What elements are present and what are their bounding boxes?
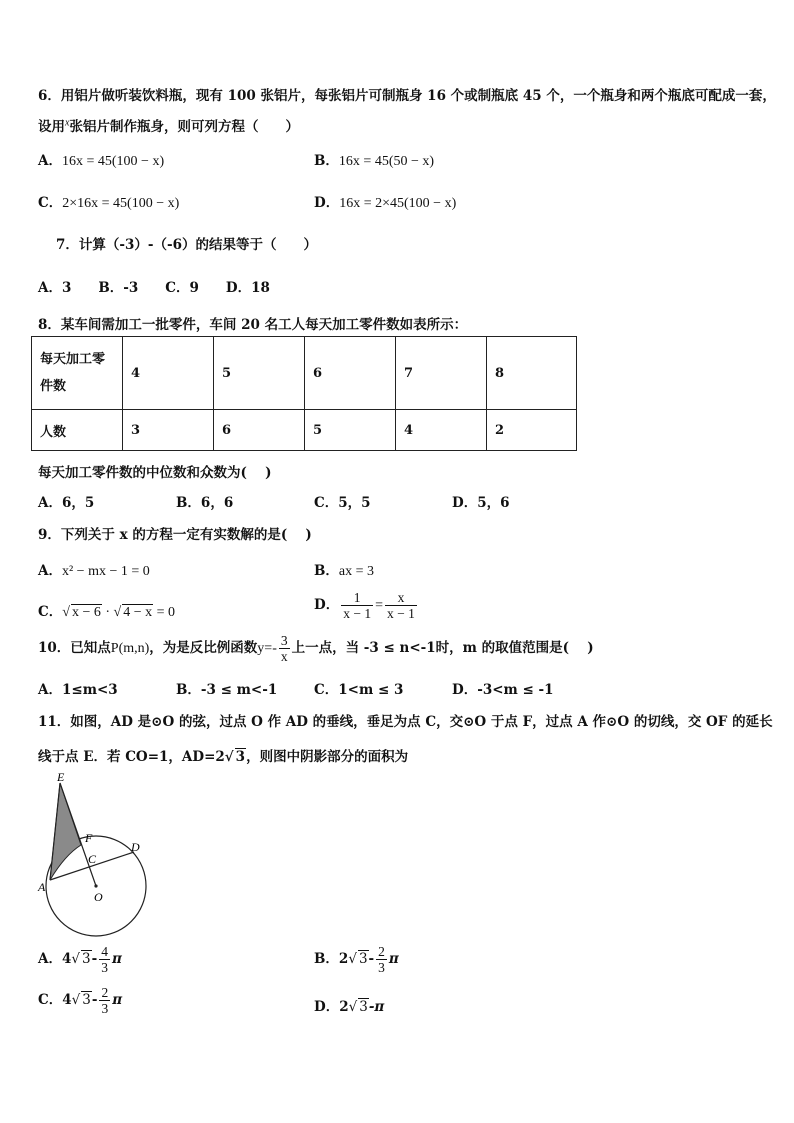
q11-line2: 线于点 E．若 CO=1，AD=2√ 3，则图中阴影部分的面积为 [38,749,409,765]
q8-question: 每天加工零件数的中位数和众数为( ) [38,465,272,481]
q11-option-c[interactable]: C．4√ 3- $\frac{2}{3}$ π [38,985,123,1016]
table-cell: 8 [487,337,577,410]
q6-option-a-expr: 16x = 45(100 − x) [61,154,165,169]
q6-line2-pre: 设用 [38,119,65,135]
table-cell: 6 [305,337,396,410]
q8-text: 8．某车间需加工一批零件，车间 20 名工人每天加工零件数如表所示： [38,317,468,333]
q9-option-b-expr: ax = 3 [338,564,375,579]
radicand: x − 6 [71,605,101,620]
q10-option-b[interactable]: B．-3 ≤ m<-1 [176,682,278,698]
q10-point: P(m,n) [110,641,150,656]
q10-text: 10．已知点P(m,n)，为是反比例函数y=- $\frac{3}{x}$ 上一点，当 -3 ≤ n<-1时，m 的取值范围是( ) [38,633,594,664]
label-d: D [131,840,140,854]
center-point [94,884,97,887]
table-row [32,337,577,410]
q10-option-a[interactable]: A．1≤m<3 [38,682,118,698]
q8-option-c[interactable]: C．5，5 [314,495,371,511]
table-cell: 4 [123,337,214,410]
table-cell: 3 [123,410,214,451]
q9-text: 9．下列关于 x 的方程一定有实数解的是( ) [38,527,312,543]
q11-option-b[interactable]: B．2√ 3- $\frac{2}{3}$ π [314,944,399,975]
table-cell: 4 [396,410,487,451]
q9-option-d[interactable]: D． $\frac{1}{x - 1}$ = $\frac{x}{x - 1}$ [314,590,415,621]
q6-option-b[interactable]: B．16x = 45(50 − x) [314,153,435,169]
table-header-cell: 人数 [32,410,123,451]
q7-text: 7．计算（-3）-（-6）的结果等于（ ） [56,237,317,253]
q6-option-d[interactable]: D．16x = 2×45(100 − x) [314,195,457,211]
q7-options[interactable]: A．3 B．-3 C．9 D．18 [38,280,270,296]
q9-option-c[interactable]: C．√ x − 6 · √ 4 − x = 0 [38,604,176,620]
table-cell: 6 [214,410,305,451]
label-f: F [85,831,93,845]
q6-option-a[interactable]: A．16x = 45(100 − x) [38,153,165,169]
table-cell: 5 [214,337,305,410]
q6-line2 [38,115,299,135]
label-o: O [94,890,103,904]
table-cell: 5 [305,410,396,451]
q10-option-c[interactable]: C．1<m ≤ 3 [314,682,404,698]
q6-variable: x [65,117,70,129]
radicand: 4 − x [123,605,153,620]
q9-option-a-expr: x² − mx − 1 = 0 [61,564,150,579]
table-row [32,410,577,451]
circle-tangent-figure [30,770,160,940]
q8-option-a[interactable]: A．6，5 [38,495,95,511]
q6-line2-post: 张铝片制作瓶身，则可列方程（ ） [69,119,299,135]
q8-option-d[interactable]: D．5，6 [452,495,510,511]
label-c: C [88,852,97,866]
q6-option-c[interactable]: C．2×16x = 45(100 − x) [38,195,180,211]
label-a: A [38,880,46,894]
q11-option-a[interactable]: A．4√ 3- $\frac{4}{3}$ π [38,944,122,975]
q6-option-b-expr: 16x = 45(50 − x) [338,154,435,169]
table-cell: 7 [396,337,487,410]
q9-option-b[interactable]: B．ax = 3 [314,563,375,579]
q6-line1: 6．用铝片做听装饮料瓶，现有 100 张铝片，每张铝片可制瓶身 16 个或制瓶底 45 个，一个瓶身和两个瓶底可配成一套， [38,88,776,104]
q10-option-d[interactable]: D．-3<m ≤ -1 [452,682,554,698]
table-cell: 2 [487,410,577,451]
q8-option-b[interactable]: B．6，6 [176,495,234,511]
q6-option-d-expr: 16x = 2×45(100 − x) [339,196,457,211]
label-e: E [57,770,65,784]
q11-line1: 11．如图，AD 是⊙O 的弦，过点 O 作 AD 的垂线，垂足为点 C，交⊙O 于点 F，过点 A 作⊙O 的切线，交 OF 的延长 [38,714,773,730]
table-header-cell: 每天加工零 件数 [32,337,123,410]
q11-option-d[interactable]: D．2√ 3-π [314,999,385,1015]
q8-table [31,336,577,451]
q9-option-a[interactable]: A．x² − mx − 1 = 0 [38,563,150,579]
q6-option-c-expr: 2×16x = 45(100 − x) [62,196,180,211]
